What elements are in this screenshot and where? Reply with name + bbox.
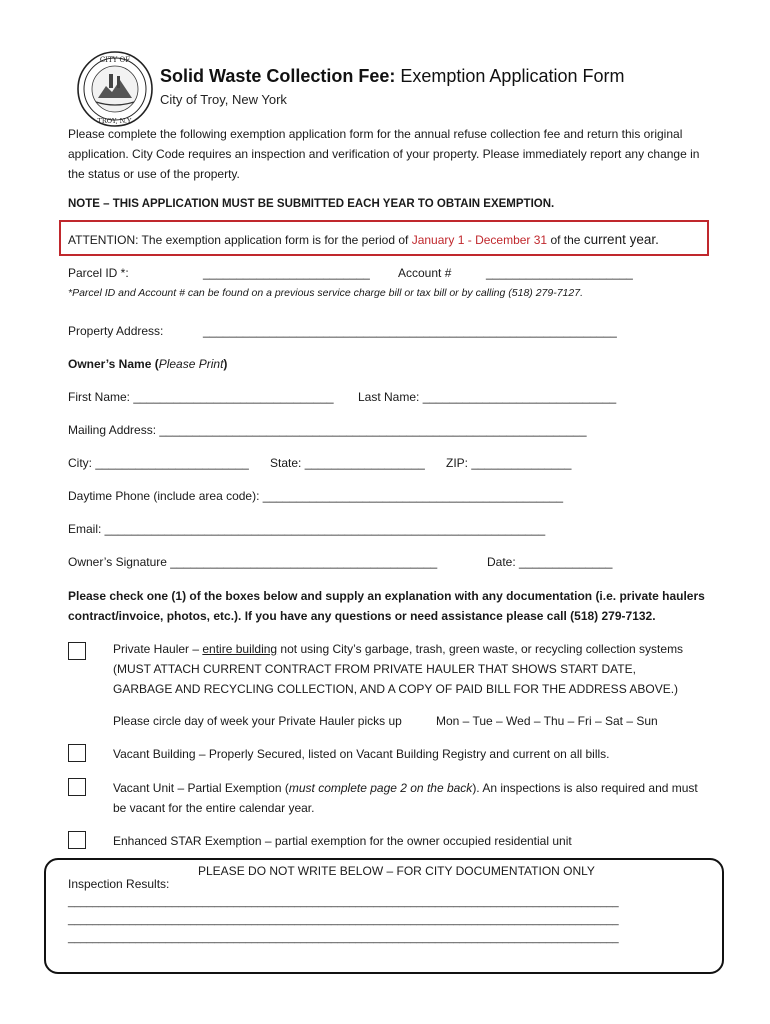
private-hauler-text: Private Hauler – entire building not using City’s garbage, trash, green waste, or recycling collection systems (MUST ATTACH CURRENT CONTRACT FROM PRIVATE HAULER THAT SHOWS START DATE, GARBAGE AND RECYCLING COLLECTION, AND A COPY OF PAID BILL FOR THE ADDRESS ABOVE.) <box>113 642 684 696</box>
attention-text: ATTENTION: The exemption application form is for the period of January 1 - December 31 of the current year. <box>68 232 659 247</box>
owner-name-heading: Owner’s Name (Please Print) <box>68 357 228 371</box>
parcel-id-label: Parcel ID *: <box>68 266 129 280</box>
vacant-building-checkbox[interactable] <box>68 744 86 762</box>
inspection-line-1: __________________________________________________________________________________________ <box>68 896 619 908</box>
parcel-note: *Parcel ID and Account # can be found on a previous service charge bill or tax bill or by calling (518) 279-7127. <box>68 287 583 299</box>
form-title <box>160 66 624 87</box>
account-field[interactable]: ______________________ <box>486 266 633 280</box>
form-title-bold: Solid Waste Collection Fee: <box>160 66 396 86</box>
enhanced-star-text: Enhanced STAR Exemption – partial exemption for the owner occupied residential unit <box>113 834 572 848</box>
property-address-label: Property Address: <box>68 324 164 338</box>
pickup-days[interactable]: Mon – Tue – Wed – Thu – Fri – Sat – Sun <box>436 714 658 728</box>
city-seal-logo <box>76 50 154 128</box>
daytime-phone-field[interactable]: Daytime Phone (include area code): _____________________________________________ <box>68 489 564 503</box>
owner-signature-field[interactable]: Owner’s Signature ________________________________________ <box>68 555 438 569</box>
inspection-line-3: __________________________________________________________________________________________ <box>68 932 619 944</box>
account-label: Account # <box>398 266 452 280</box>
intro-paragraph: Please complete the following exemption application form for the annual refuse collection fee and return this original application. City Code requires an inspection and verification of your property. Please immediately report any change in the status or use of the property. <box>68 127 700 181</box>
first-name-field[interactable]: First Name: ______________________________ <box>68 390 334 404</box>
zip-field[interactable]: ZIP: _______________ <box>446 456 572 470</box>
note-text: NOTE – THIS APPLICATION MUST BE SUBMITTED EACH YEAR TO OBTAIN EXEMPTION. <box>68 198 555 210</box>
vacant-unit-text: Vacant Unit – Partial Exemption (must complete page 2 on the back). An inspections is also required and must be vacant for the entire calendar year. <box>113 781 698 815</box>
state-field[interactable]: State: __________________ <box>270 456 425 470</box>
inspection-line-2: __________________________________________________________________________________________ <box>68 914 619 926</box>
vacant-unit-checkbox[interactable] <box>68 778 86 796</box>
parcel-id-field[interactable]: _________________________ <box>203 266 370 280</box>
vacant-building-text: Vacant Building – Properly Secured, listed on Vacant Building Registry and current on all bills. <box>113 747 610 761</box>
form-subtitle: City of Troy, New York <box>160 92 287 107</box>
date-field[interactable]: Date: ______________ <box>487 555 613 569</box>
svg-text:TROY, N.Y.: TROY, N.Y. <box>97 117 133 125</box>
circle-day-label: Please circle day of week your Private Hauler picks up <box>113 714 402 728</box>
private-hauler-checkbox[interactable] <box>68 642 86 660</box>
inspection-results-label: Inspection Results: <box>68 877 170 891</box>
mailing-address-field[interactable]: Mailing Address: ________________________________________________________________ <box>68 423 587 437</box>
city-use-heading: PLEASE DO NOT WRITE BELOW – FOR CITY DOCUMENTATION ONLY <box>198 864 595 878</box>
attention-period: January 1 - December 31 <box>411 233 548 247</box>
form-title-rest: Exemption Application Form <box>395 66 625 86</box>
last-name-field[interactable]: Last Name: _____________________________ <box>358 390 617 404</box>
svg-text:CITY OF: CITY OF <box>99 56 131 64</box>
city-field[interactable]: City: _______________________ <box>68 456 249 470</box>
email-field[interactable]: Email: __________________________________________________________________ <box>68 522 546 536</box>
property-address-field[interactable]: ______________________________________________________________ <box>203 324 617 338</box>
enhanced-star-checkbox[interactable] <box>68 831 86 849</box>
instructions-text: Please check one (1) of the boxes below and supply an explanation with any documentation (i.e. private haulers contract/invoice, photos, etc.). If you have any questions or need assistance please call (518) 279-7132. <box>68 589 705 623</box>
